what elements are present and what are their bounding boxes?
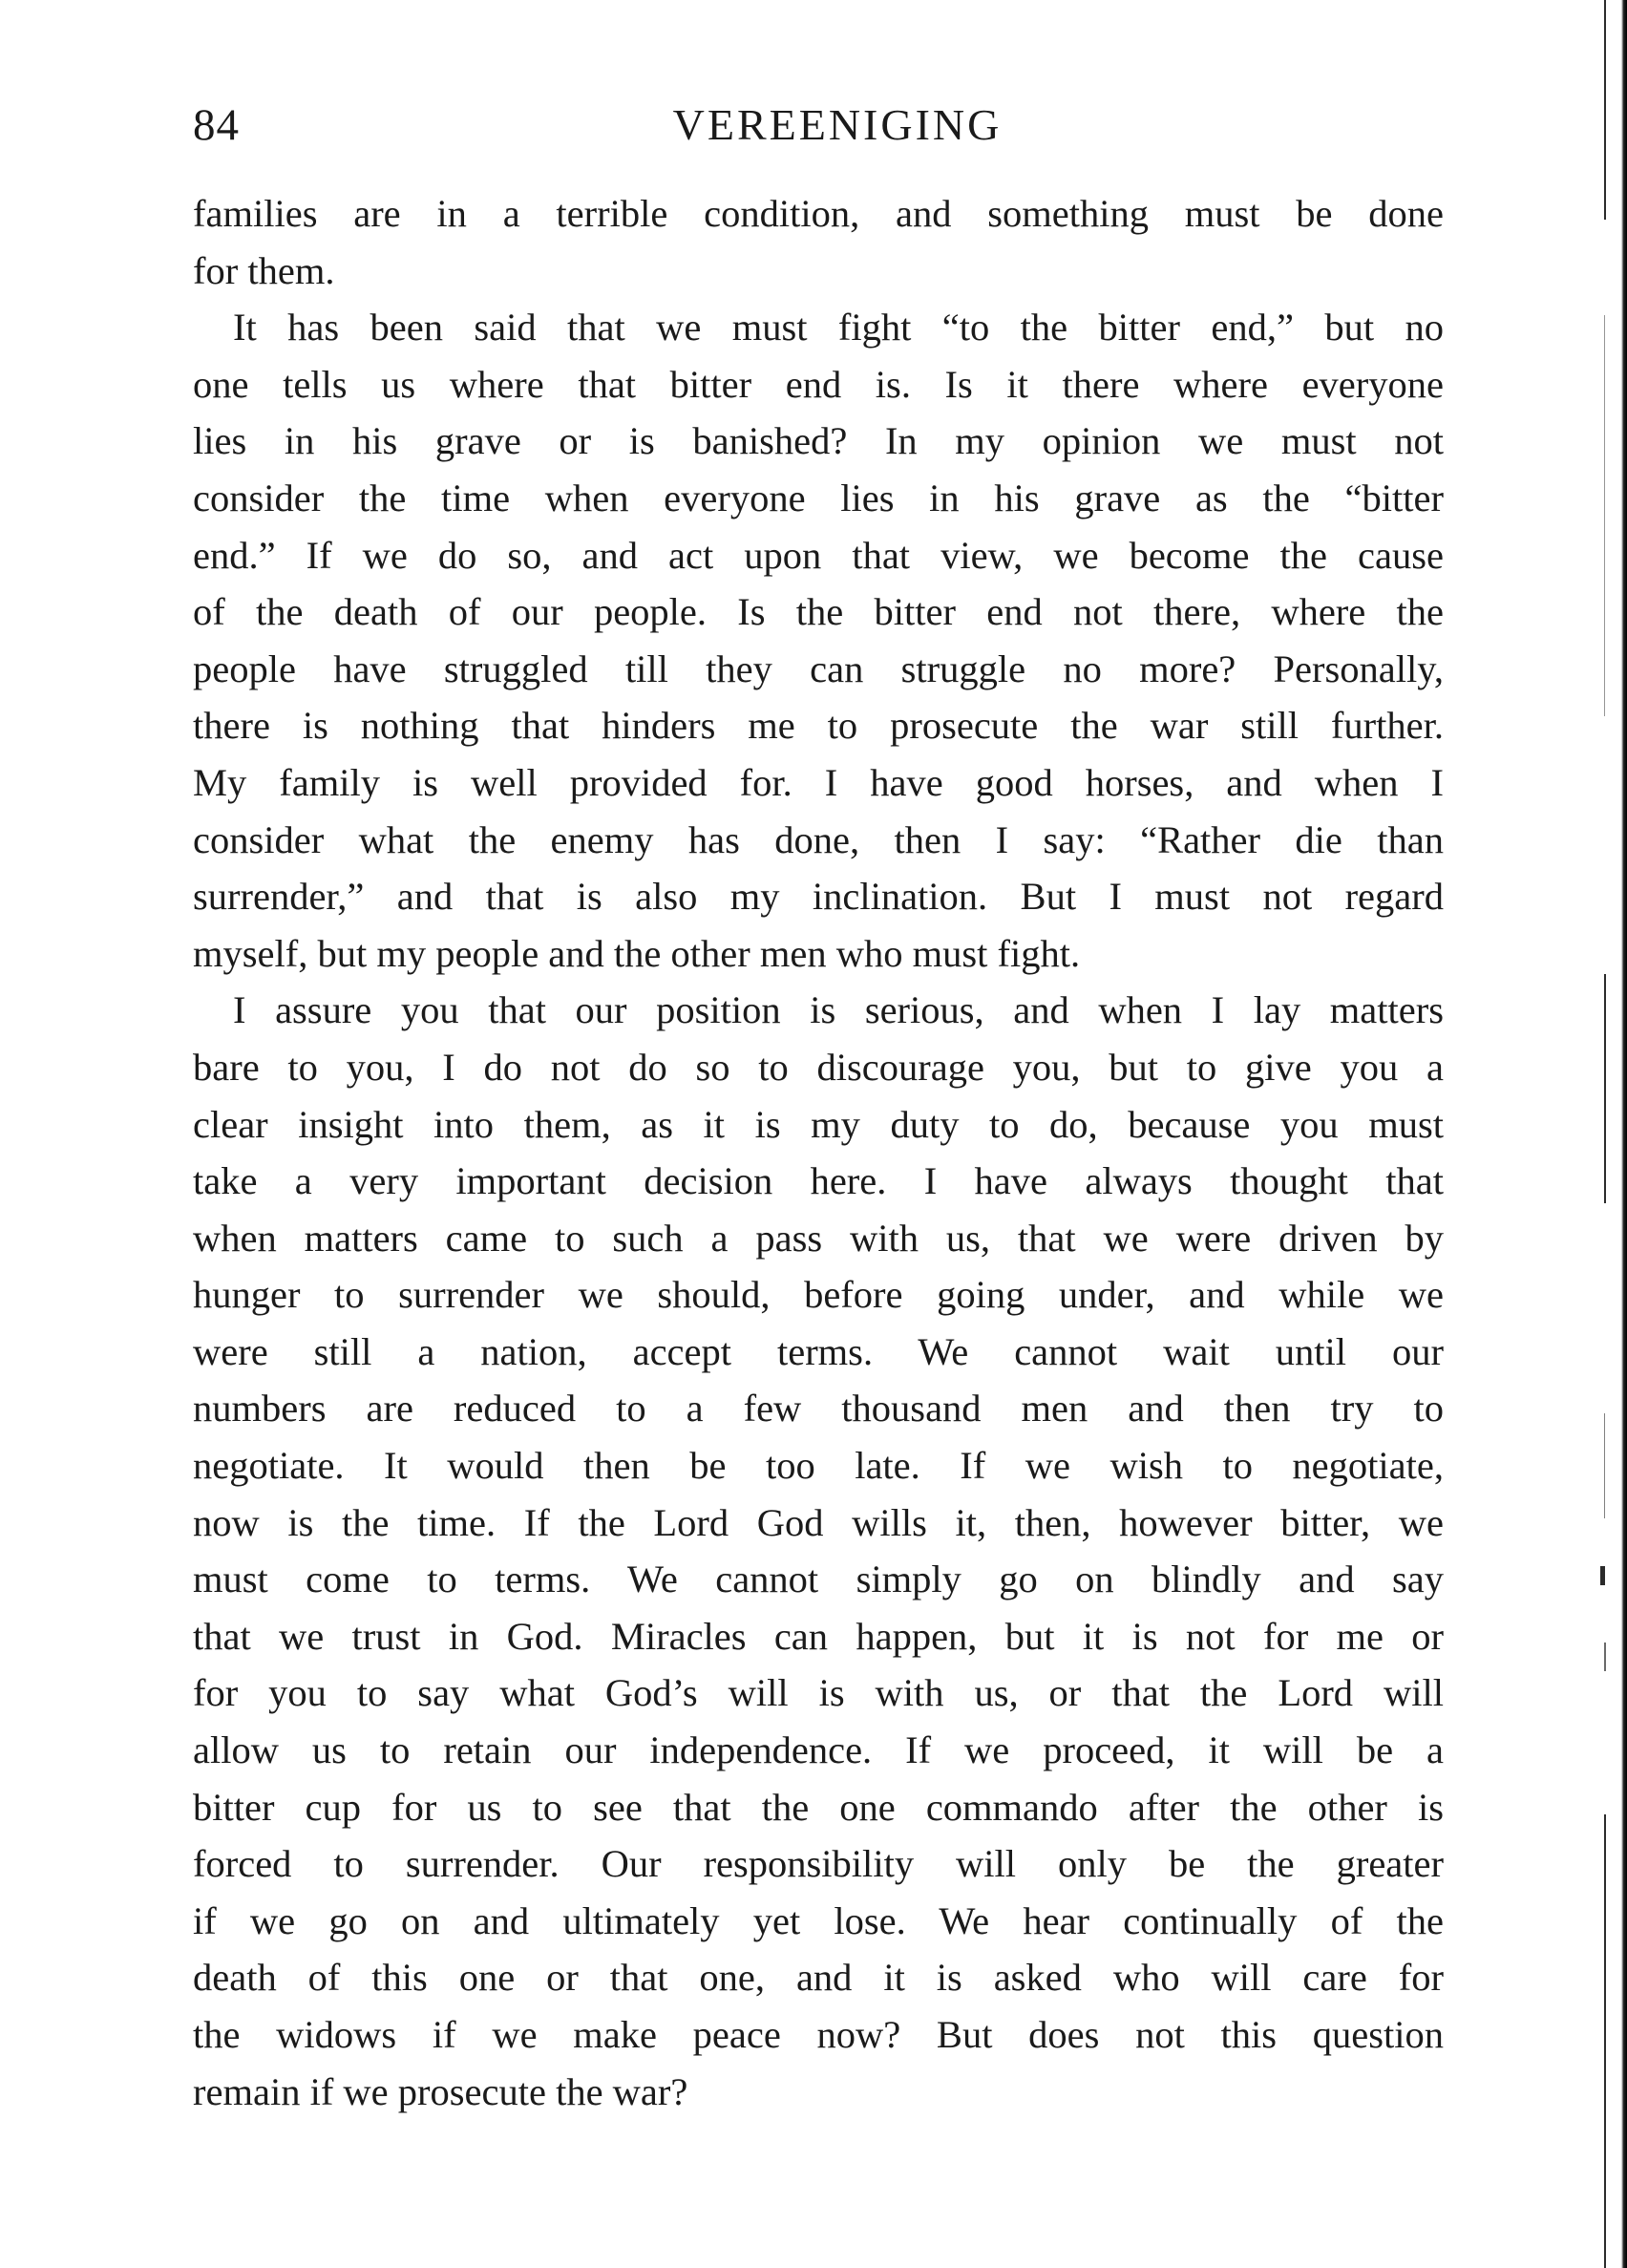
text-line: My family is well provided for. I have good horses, and when I [193,760,1444,804]
text-line: lies in his grave or is banished? In my opinion we must not [193,419,1444,463]
text-line: clear insight into them, as it is my duty to do, because you must [193,1102,1444,1146]
text-line: there is nothing that hinders me to prosecute the war still further. [193,704,1444,748]
text-line: consider the time when everyone lies in his grave as the “bitter [193,476,1444,519]
text-line: death of this one or that one, and it is asked who will care for [193,1956,1444,2000]
scan-mark [1600,1566,1605,1585]
scan-mark [1604,1643,1606,1671]
text-line: if we go on and ultimately yet lose. We hear continually of the [193,1898,1444,1942]
paragraph-1 [193,185,1444,299]
page-edge-scan-marks [1596,0,1616,2268]
text-line: that we trust in God. Miracles can happen, but it is not for me or [193,1614,1444,1658]
text-line: take a very important decision here. I have always thought that [193,1159,1444,1203]
text-line: must come to terms. We cannot simply go on blindly and say [193,1558,1444,1601]
scan-mark [1604,1814,1606,2268]
text-line: hunger to surrender we should, before going under, and while we [193,1273,1444,1317]
scan-mark [1604,1413,1605,1518]
text-line: numbers are reduced to a few thousand men and then try to [193,1387,1444,1431]
text-line: forced to surrender. Our responsibility will only be the greater [193,1842,1444,1886]
text-line: for you to say what God’s will is with us, or that the Lord will [193,1671,1444,1715]
paragraph-2 [193,299,1444,982]
text-line: bitter cup for us to see that the one commando after the other is [193,1785,1444,1829]
text-line: allow us to retain our independence. If we proceed, it will be a [193,1728,1444,1772]
text-line: consider what the enemy has done, then I say: “Rather die than [193,817,1444,861]
page-title: VEREENIGING [672,100,1003,149]
text-line: for them. [193,248,335,292]
text-line: people have struggled till they can struggle no more? Personally, [193,646,1444,690]
text-line: surrender,” and that is also my inclination. But I must not regard [193,875,1444,919]
text-line: remain if we prosecute the war? [193,2069,688,2113]
text-line: I assure you that our position is serious, and when I lay matters [233,988,1444,1032]
text-line: negotiate. It would then be too late. If we wish to negotiate, [193,1444,1444,1488]
scan-mark [1604,0,1606,220]
text-line: one tells us where that bitter end is. Is it there where everyone [193,362,1444,406]
page-edge-shadow [1621,0,1627,2268]
scan-mark [1604,974,1606,1203]
text-line: end.” If we do so, and act upon that view, we become the cause [193,533,1444,577]
running-head [193,92,1444,159]
text-line: when matters came to such a pass with us, that we were driven by [193,1216,1444,1260]
text-line: It has been said that we must fight “to the bitter end,” but no [233,306,1444,350]
text-line: bare to you, I do not do so to discourage you, but to give you a [193,1045,1444,1089]
text-line: families are in a terrible condition, and something must be done [193,192,1444,235]
page-number: 84 [193,100,240,150]
body-text [193,185,1444,2120]
text-line: the widows if we make peace now? But does not this question [193,2013,1444,2056]
text-line: now is the time. If the Lord God wills it, then, however bitter, we [193,1500,1444,1544]
text-line: of the death of our people. Is the bitter end not there, where the [193,590,1444,634]
text-line: myself, but my people and the other men who must fight. [193,931,1081,975]
scan-mark [1604,315,1605,716]
paragraph-3 [193,982,1444,2120]
text-line: were still a nation, accept terms. We cannot wait until our [193,1329,1444,1373]
